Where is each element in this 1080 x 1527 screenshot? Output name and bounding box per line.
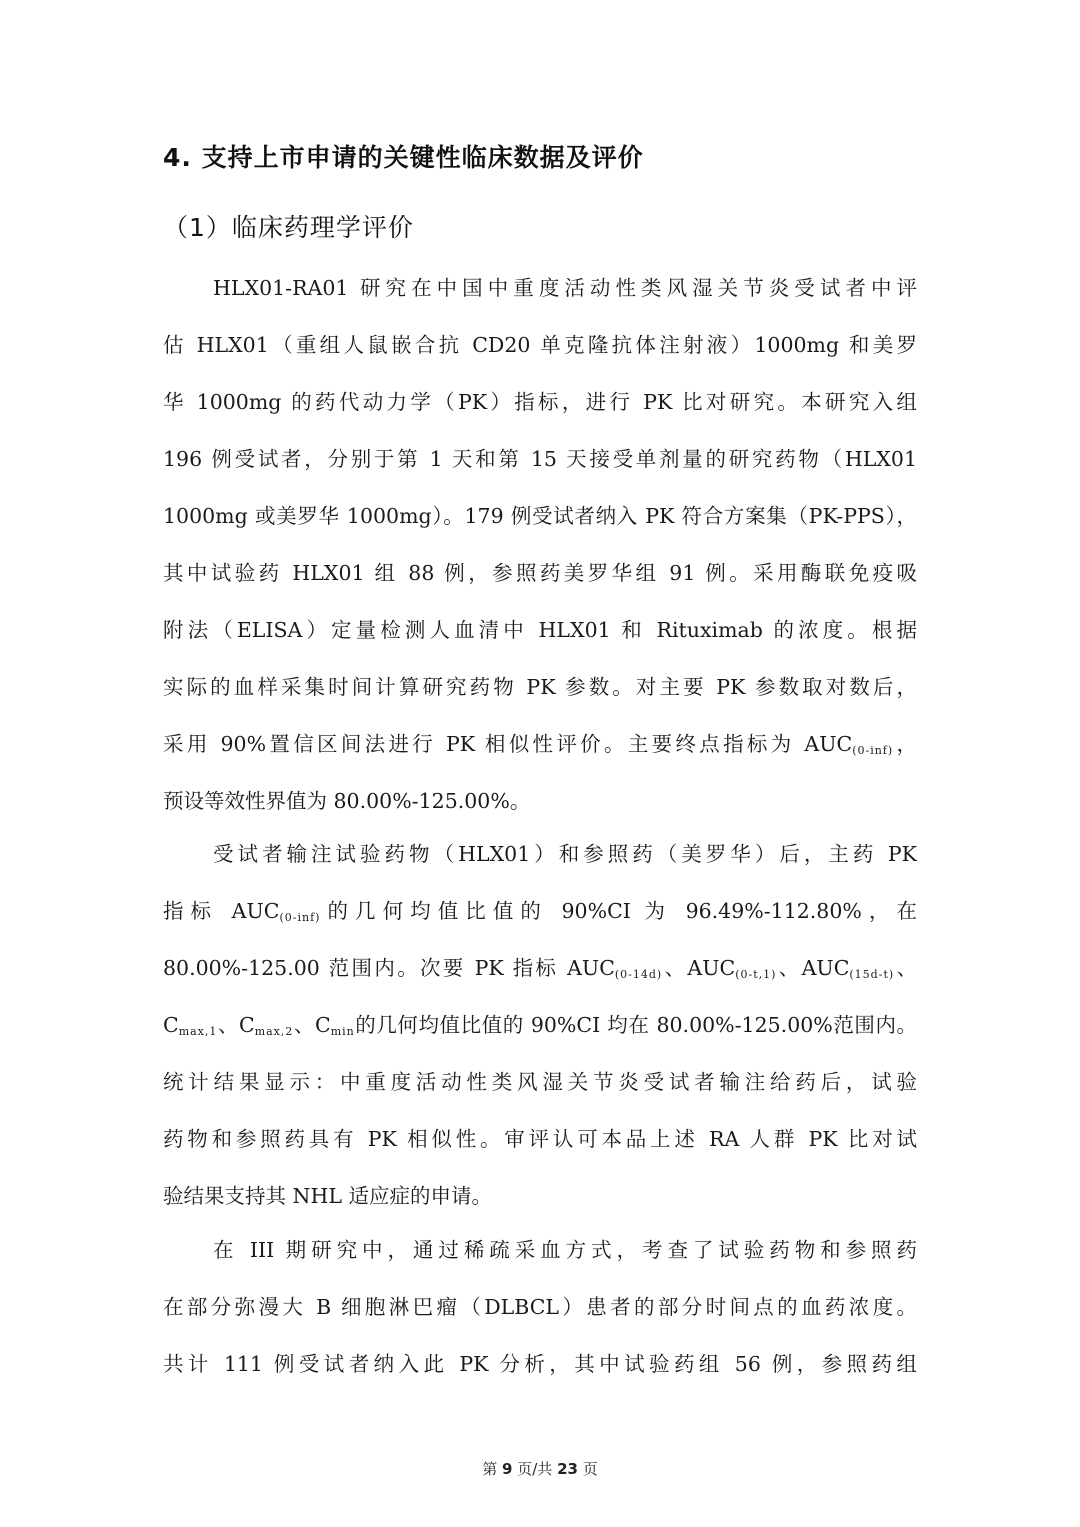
text-line: 共计 111 例受试者纳入此 PK 分析，其中试验药组 56 例，参照药组 [163, 1352, 917, 1376]
subscript: (0-inf) [852, 744, 894, 757]
current-page-number: 9 [502, 1460, 513, 1478]
subscript: min [330, 1025, 355, 1038]
text-line: 附法（ELISA）定量检测人血清中 HLX01 和 Rituximab 的浓度。根据 [163, 618, 917, 642]
text-segment: 的几何均值比值的 90%CI 均在 80.00%-125.00%范围内。 [354, 1013, 917, 1037]
text-segment: ， [893, 732, 917, 756]
subscript: max,2 [254, 1025, 294, 1038]
text-line: 1000mg 或美罗华 1000mg）。179 例受试者纳入 PK 符合方案集（PK-PPS）， [163, 504, 917, 528]
text-line: HLX01-RA01 研究在中国中重度活动性类风湿关节炎受试者中评 [213, 276, 917, 300]
text-line [163, 716, 917, 773]
text-line: 受试者输注试验药物（HLX01）和参照药（美罗华）后，主药 PK [213, 842, 917, 866]
text-segment: 、AUC [776, 956, 850, 980]
page-footer [0, 1458, 1080, 1479]
footer-text: 页/共 [512, 1460, 558, 1478]
subscript: (0-14d) [614, 968, 663, 981]
text-line [163, 997, 917, 1054]
text-segment: C [163, 1013, 179, 1037]
text-segment: 的几何均值比值的 90%CI 为 96.49%-112.80%，在 [320, 899, 917, 923]
subscript: (0-t,1) [735, 968, 777, 981]
text-line: 估 HLX01（重组人鼠嵌合抗 CD20 单克隆抗体注射液）1000mg 和美罗 [163, 333, 917, 357]
total-page-number: 23 [557, 1460, 578, 1478]
text-line [163, 940, 917, 997]
text-line: 统计结果显示：中重度活动性类风湿关节炎受试者输注给药后，试验 [163, 1070, 917, 1094]
text-segment: 、C [293, 1013, 331, 1037]
text-segment: 、AUC [662, 956, 736, 980]
text-line: 验结果支持其 NHL 适应症的申请。 [163, 1184, 492, 1208]
text-segment: 指标 AUC [163, 899, 280, 923]
paragraph-phase3 [163, 1222, 917, 1393]
text-segment: 、 [894, 956, 917, 980]
text-line: 预设等效性界值为 80.00%-125.00%。 [163, 789, 531, 813]
text-line: 实际的血样采集时间计算研究药物 PK 参数。对主要 PK 参数取对数后， [163, 675, 917, 699]
subscript: (0-inf) [279, 911, 321, 924]
text-line: 在部分弥漫大 B 细胞淋巴瘤（DLBCL）患者的部分时间点的血药浓度。 [163, 1295, 917, 1319]
text-line: 华 1000mg 的药代动力学（PK）指标，进行 PK 比对研究。本研究入组 [163, 390, 917, 414]
footer-text: 第 [482, 1460, 503, 1478]
text-line: 其中试验药 HLX01 组 88 例，参照药美罗华组 91 例。采用酶联免疫吸 [163, 561, 917, 585]
text-line: 药物和参照药具有 PK 相似性。审评认可本品上述 RA 人群 PK 比对试 [163, 1127, 917, 1151]
footer-text: 页 [577, 1460, 598, 1478]
paragraph-pk-study [163, 260, 917, 830]
section-heading: 4. 支持上市申请的关键性临床数据及评价 [163, 143, 644, 172]
text-line [163, 883, 917, 940]
text-segment: 80.00%-125.00 范围内。次要 PK 指标 AUC [163, 956, 615, 980]
text-segment: 、C [217, 1013, 255, 1037]
subsection-heading: （1）临床药理学评价 [163, 213, 414, 242]
subscript: max,1 [178, 1025, 218, 1038]
text-segment: 采用 90%置信区间法进行 PK 相似性评价。主要终点指标为 AUC [163, 732, 853, 756]
text-line: 196 例受试者，分别于第 1 天和第 15 天接受单剂量的研究药物（HLX01 [163, 447, 917, 471]
subscript: (15d-t) [849, 968, 895, 981]
paragraph-pk-results [163, 826, 917, 1225]
text-line: 在 III 期研究中，通过稀疏采血方式，考查了试验药物和参照药 [213, 1238, 917, 1262]
